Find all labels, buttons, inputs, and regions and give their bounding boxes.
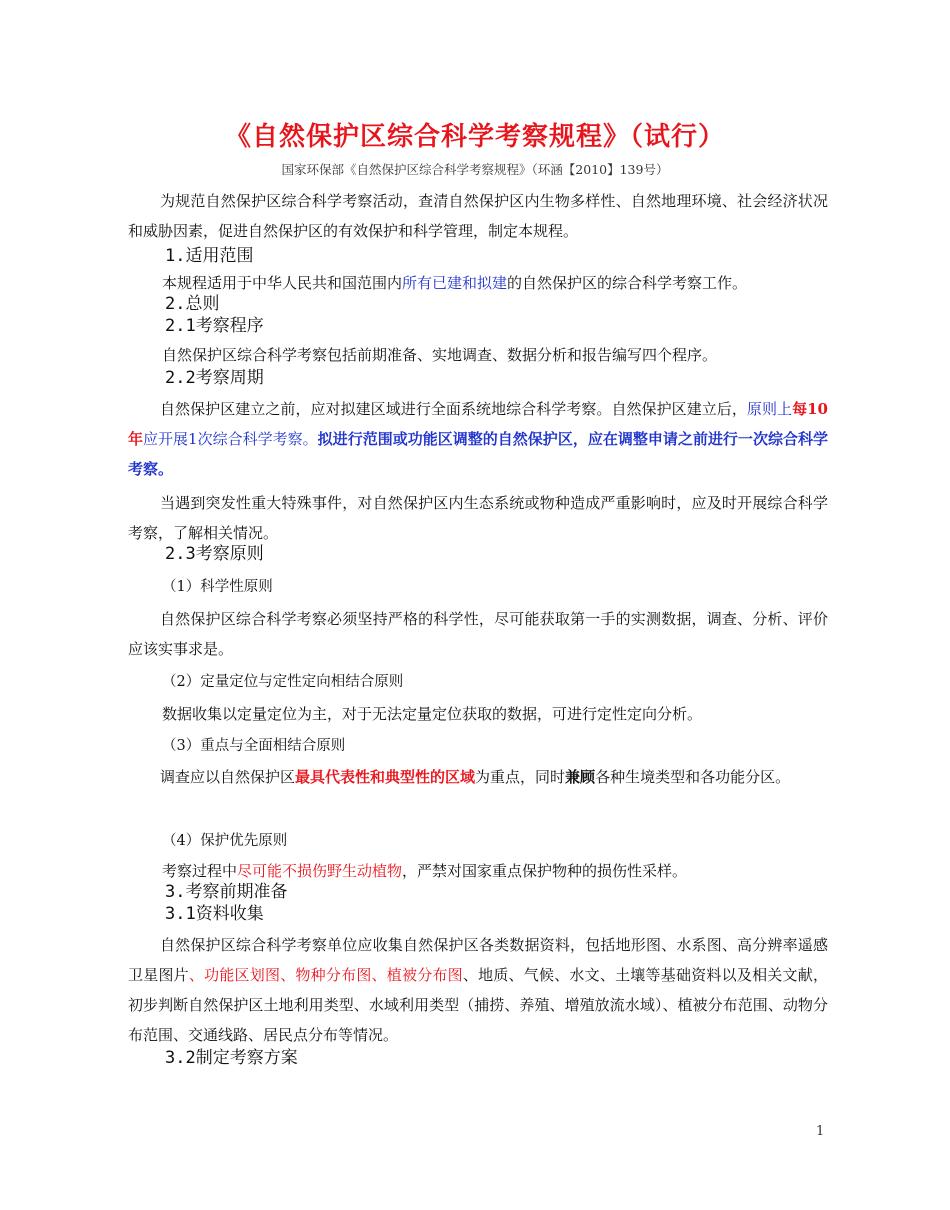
p3-text-c: 为重点，同时 [475, 768, 566, 786]
s31-text-c: 、地质、气候、水文、土壤等基础资料以及相关文献，初步判断自然保护区土地利用类型、水域利用类型（捕捞、养殖、增殖放流水域）、植被分布范围、动物分布范围、交通线路、居民点分布等情况。 [128, 966, 828, 1044]
s22-cycle: 每10年 [128, 400, 828, 448]
s22-frequency: 应开展1次综合科学考察。 [143, 430, 318, 448]
section-3-2-heading: 3.2制定考察方案 [165, 1048, 298, 1068]
section-2-1-heading: 2.1考察程序 [165, 316, 264, 336]
section-1-heading: 1.适用范围 [165, 246, 254, 266]
section-1-text-end: 的自然保护区的综合科学考察工作。 [507, 274, 748, 292]
section-2-2-paragraph-2: 当遇到突发性重大特殊事件，对自然保护区内生态系统或物种造成严重影响时，应及时开展综合科学考察，了解相关情况。 [128, 494, 828, 542]
p4-text-a: 考察过程中 [162, 862, 238, 880]
s22-text-a: 自然保护区建立之前，应对拟建区域进行全面系统地综合科学考察。自然保护区建立后， [160, 400, 747, 418]
intro-paragraph: 为规范自然保护区综合科学考察活动，查清自然保护区内生物多样性、自然地理环境、社会经济状况和威胁因素，促进自然保护区的有效保护和科学管理，制定本规程。 [128, 192, 828, 240]
principle-3-label: （3）重点与全面相结合原则 [162, 738, 346, 754]
page-number: 1 [816, 1124, 825, 1139]
section-3-heading: 3.考察前期准备 [165, 882, 288, 902]
p3-emphasis: 兼顾 [565, 768, 596, 786]
s31-highlight: 、功能区划图、物种分布图、植被分布图 [188, 966, 463, 984]
principle-4-label: （4）保护优先原则 [162, 833, 288, 849]
s22-principle: 原则上 [746, 400, 793, 418]
p3-text-e: 各种生境类型和各功能分区。 [595, 768, 791, 786]
principle-1-label: （1）科学性原则 [162, 579, 273, 595]
section-2-1-paragraph: 自然保护区综合科学考察包括前期准备、实地调查、数据分析和报告编写四个程序。 [162, 346, 718, 364]
p4-text-c: ，严禁对国家重点保护物种的损伤性采样。 [402, 862, 688, 880]
p3-text-a: 调查应以自然保护区 [160, 768, 296, 786]
principle-2-text: 数据收集以定量定位为主，对于无法定量定位获取的数据，可进行定性定向分析。 [162, 705, 703, 723]
s22-adjustment-rule: 拟进行范围或功能区调整的自然保护区，应在调整申请之前进行一次综合科学考察。 [128, 430, 828, 478]
p3-highlight: 最具代表性和典型性的区域 [295, 768, 476, 786]
principle-3-text [128, 762, 828, 792]
s31-text-a: 自然保护区综合科学考察单位应收集自然保护区各类数据资料，包括地形图、水系图、高分辨率遥感卫星图片 [128, 936, 828, 984]
document-title: 《自然保护区综合科学考察规程》（试行） [224, 122, 725, 152]
principle-1-text: 自然保护区综合科学考察必须坚持严格的科学性，尽可能获取第一手的实测数据，调查、分析、评价应该实事求是。 [128, 610, 828, 658]
section-2-heading: 2.总则 [165, 294, 220, 314]
principle-2-label: （2）定量定位与定性定向相结合原则 [162, 674, 404, 690]
section-2-2-heading: 2.2考察周期 [165, 368, 264, 388]
section-2-3-heading: 2.3考察原则 [165, 544, 264, 564]
document-subtitle: 国家环保部《自然保护区综合科学考察规程》（环涵【2010】139号） [281, 162, 669, 177]
section-1-paragraph [162, 268, 747, 298]
section-2-2-paragraph [128, 394, 828, 484]
section-1-text: 本规程适用于中华人民共和国范围内 [162, 274, 403, 292]
section-3-1-heading: 3.1资料收集 [165, 904, 264, 924]
section-1-highlight: 所有已建和拟建 [402, 274, 508, 292]
section-3-1-paragraph [128, 930, 828, 1050]
p4-highlight: 尽可能不损伤野生动植物 [237, 862, 403, 880]
